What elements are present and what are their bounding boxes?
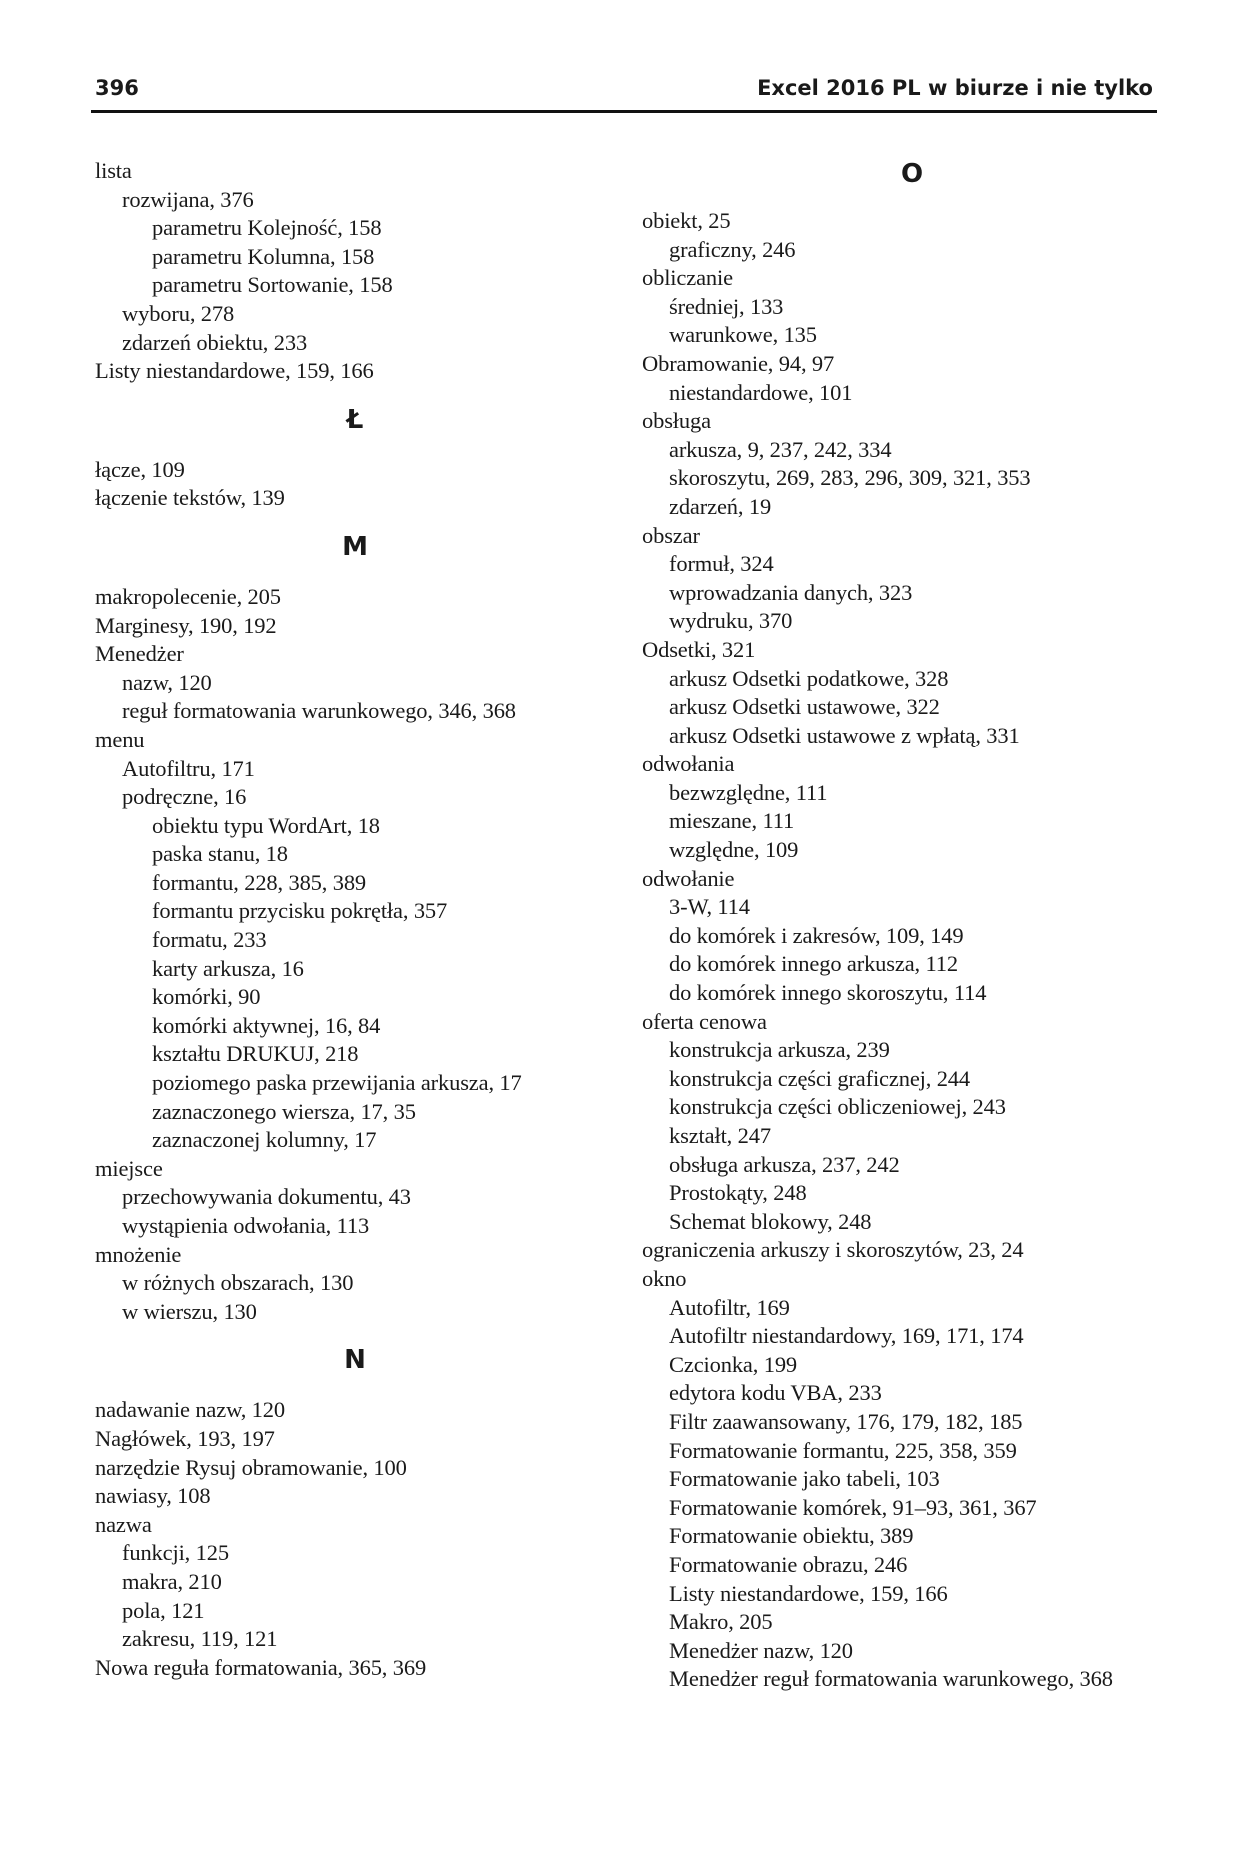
index-subentry: obsługa arkusza, 237, 242 [669, 1151, 900, 1177]
index-subentry: bezwzględne, 111 [669, 779, 828, 805]
index-entry: nazwa [95, 1511, 152, 1537]
index-entry: Nagłówek, 193, 197 [95, 1425, 275, 1451]
index-subentry: mieszane, 111 [669, 808, 795, 834]
index-subentry: funkcji, 125 [122, 1540, 229, 1566]
index-subentry: Menedżer reguł formatowania warunkowego, 368 [669, 1666, 1113, 1692]
index-subentry: formantu, 228, 385, 389 [152, 869, 367, 895]
index-entry: obliczanie [642, 265, 733, 291]
index-subentry: średniej, 133 [669, 293, 784, 319]
index-subentry: wyboru, 278 [122, 300, 235, 326]
index-subentry: przechowywania dokumentu, 43 [122, 1184, 411, 1210]
index-subentry: Formatowanie komórek, 91–93, 361, 367 [669, 1494, 1037, 1520]
index-entry: mnożenie [95, 1241, 182, 1267]
index-group [642, 207, 1182, 1694]
index-subentry: wydruku, 370 [669, 608, 793, 634]
index-subentry: arkusz Odsetki ustawowe, 322 [669, 694, 940, 720]
letter-heading: M [342, 531, 368, 562]
index-group [95, 456, 615, 513]
index-subentry: wystąpienia odwołania, 113 [122, 1213, 370, 1238]
index-entry: odwołania [642, 751, 735, 777]
index-subentry: niestandardowe, 101 [669, 379, 853, 405]
index-entry: menu [95, 726, 145, 752]
index-subentry: do komórek i zakresów, 109, 149 [669, 922, 964, 948]
index-subentry: podręczne, 16 [122, 784, 247, 810]
index-subentry: Menedżer nazw, 120 [669, 1637, 853, 1663]
index-subentry: formuł, 324 [669, 551, 774, 577]
index-subentry: Czcionka, 199 [669, 1351, 798, 1377]
index-entry: nawiasy, 108 [95, 1483, 211, 1509]
index-subentry: rozwijana, 376 [122, 186, 254, 212]
index-group [95, 1396, 615, 1682]
index-subentry: parametru Kolumna, 158 [152, 243, 375, 269]
index-entry: oferta cenowa [642, 1008, 767, 1034]
index-subentry: kształtu DRUKUJ, 218 [152, 1041, 359, 1067]
index-subentry: Schemat blokowy, 248 [669, 1208, 872, 1234]
index-entry: Listy niestandardowe, 159, 166 [95, 358, 374, 384]
index-subentry: Filtr zaawansowany, 176, 179, 182, 185 [669, 1408, 1023, 1434]
index-subentry: kształt, 247 [669, 1123, 771, 1148]
index-entry: łącze, 109 [95, 456, 185, 482]
index-entry: Menedżer [95, 641, 184, 667]
index-subentry: zakresu, 119, 121 [122, 1626, 278, 1652]
page-header [91, 72, 1157, 113]
index-subentry: konstrukcja części obliczeniowej, 243 [669, 1094, 1006, 1120]
index-entry: obsługa [642, 408, 711, 434]
index-entry: Marginesy, 190, 192 [95, 612, 277, 638]
index-subentry: formatu, 233 [152, 927, 267, 953]
index-entry: odwołanie [642, 865, 735, 891]
index-subentry: Formatowanie obrazu, 246 [669, 1551, 908, 1577]
index-subentry: skoroszytu, 269, 283, 296, 309, 321, 353 [669, 465, 1031, 491]
index-subentry: edytora kodu VBA, 233 [669, 1380, 882, 1406]
index-subentry: zaznaczonej kolumny, 17 [152, 1127, 377, 1153]
index-entry: Obramowanie, 94, 97 [642, 350, 835, 376]
index-subentry: Formatowanie obiektu, 389 [669, 1523, 914, 1549]
letter-heading: O [900, 159, 924, 189]
index-subentry: komórki aktywnej, 16, 84 [152, 1012, 381, 1038]
index-subentry: w różnych obszarach, 130 [122, 1270, 354, 1296]
index-subentry: komórki, 90 [152, 984, 261, 1010]
letter-heading: Ł [346, 404, 364, 435]
book-title: Excel 2016 PL w biurze i nie tylko [757, 76, 1153, 100]
index-entry: obszar [642, 522, 700, 548]
index-entry: Nowa reguła formatowania, 365, 369 [95, 1654, 427, 1680]
index-subentry: względne, 109 [669, 837, 799, 863]
index-subentry: parametru Sortowanie, 158 [152, 272, 393, 298]
index-entry: Odsetki, 321 [642, 636, 756, 662]
index-subentry: Autofiltr, 169 [669, 1294, 790, 1320]
index-subentry: Autofiltr niestandardowy, 169, 171, 174 [669, 1323, 1024, 1349]
index-subentry: Formatowanie jako tabeli, 103 [669, 1466, 940, 1492]
index-subentry: Formatowanie formantu, 225, 358, 359 [669, 1437, 1017, 1463]
index-subentry: do komórek innego arkusza, 112 [669, 951, 958, 977]
index-subentry: pola, 121 [122, 1597, 205, 1623]
index-subentry: graficzny, 246 [669, 236, 796, 262]
index-subentry: paska stanu, 18 [152, 841, 288, 867]
index-entry: miejsce [95, 1155, 163, 1181]
index-subentry: obiektu typu WordArt, 18 [152, 812, 380, 838]
letter-heading: N [344, 1345, 366, 1376]
index-entry: łączenie tekstów, 139 [95, 485, 285, 511]
index-subentry: w wierszu, 130 [122, 1298, 257, 1324]
index-column-right [642, 157, 1182, 1694]
index-subentry: Listy niestandardowe, 159, 166 [669, 1580, 948, 1606]
index-column-left [95, 157, 615, 1682]
index-entry: ograniczenia arkuszy i skoroszytów, 23, 24 [642, 1237, 1024, 1263]
index-subentry: zdarzeń, 19 [669, 493, 772, 519]
index-subentry: reguł formatowania warunkowego, 346, 368 [122, 698, 516, 724]
index-subentry: zdarzeń obiektu, 233 [122, 329, 308, 355]
index-entry: narzędzie Rysuj obramowanie, 100 [95, 1454, 407, 1480]
index-subentry: zaznaczonego wiersza, 17, 35 [152, 1098, 416, 1124]
index-subentry: parametru Kolejność, 158 [152, 215, 382, 241]
index-subentry: do komórek innego skoroszytu, 114 [669, 980, 987, 1006]
index-subentry: arkusz Odsetki podatkowe, 328 [669, 665, 949, 691]
index-entry: obiekt, 25 [642, 208, 731, 233]
index-subentry: poziomego paska przewijania arkusza, 17 [152, 1070, 522, 1096]
index-subentry: arkusz Odsetki ustawowe z wpłatą, 331 [669, 722, 1020, 748]
index-subentry: makra, 210 [122, 1568, 222, 1594]
index-entry: makropolecenie, 205 [95, 583, 281, 609]
index-entry: nadawanie nazw, 120 [95, 1397, 285, 1423]
page-number: 396 [95, 76, 139, 100]
index-subentry: Prostokąty, 248 [669, 1180, 807, 1206]
index-group [95, 157, 615, 386]
index-subentry: konstrukcja części graficznej, 244 [669, 1065, 971, 1091]
index-subentry: Makro, 205 [669, 1609, 773, 1635]
index-subentry: konstrukcja arkusza, 239 [669, 1037, 890, 1063]
index-entry: okno [642, 1265, 687, 1291]
index-subentry: 3-W, 114 [669, 894, 750, 920]
index-subentry: karty arkusza, 16 [152, 955, 304, 981]
index-subentry: arkusza, 9, 237, 242, 334 [669, 436, 892, 462]
index-entry: lista [95, 158, 132, 183]
index-group [95, 583, 615, 1326]
index-subentry: warunkowe, 135 [669, 322, 817, 348]
index-subentry: wprowadzania danych, 323 [669, 579, 913, 605]
index-subentry: Autofiltru, 171 [122, 755, 255, 781]
index-subentry: nazw, 120 [122, 669, 212, 695]
index-subentry: formantu przycisku pokrętła, 357 [152, 898, 448, 924]
